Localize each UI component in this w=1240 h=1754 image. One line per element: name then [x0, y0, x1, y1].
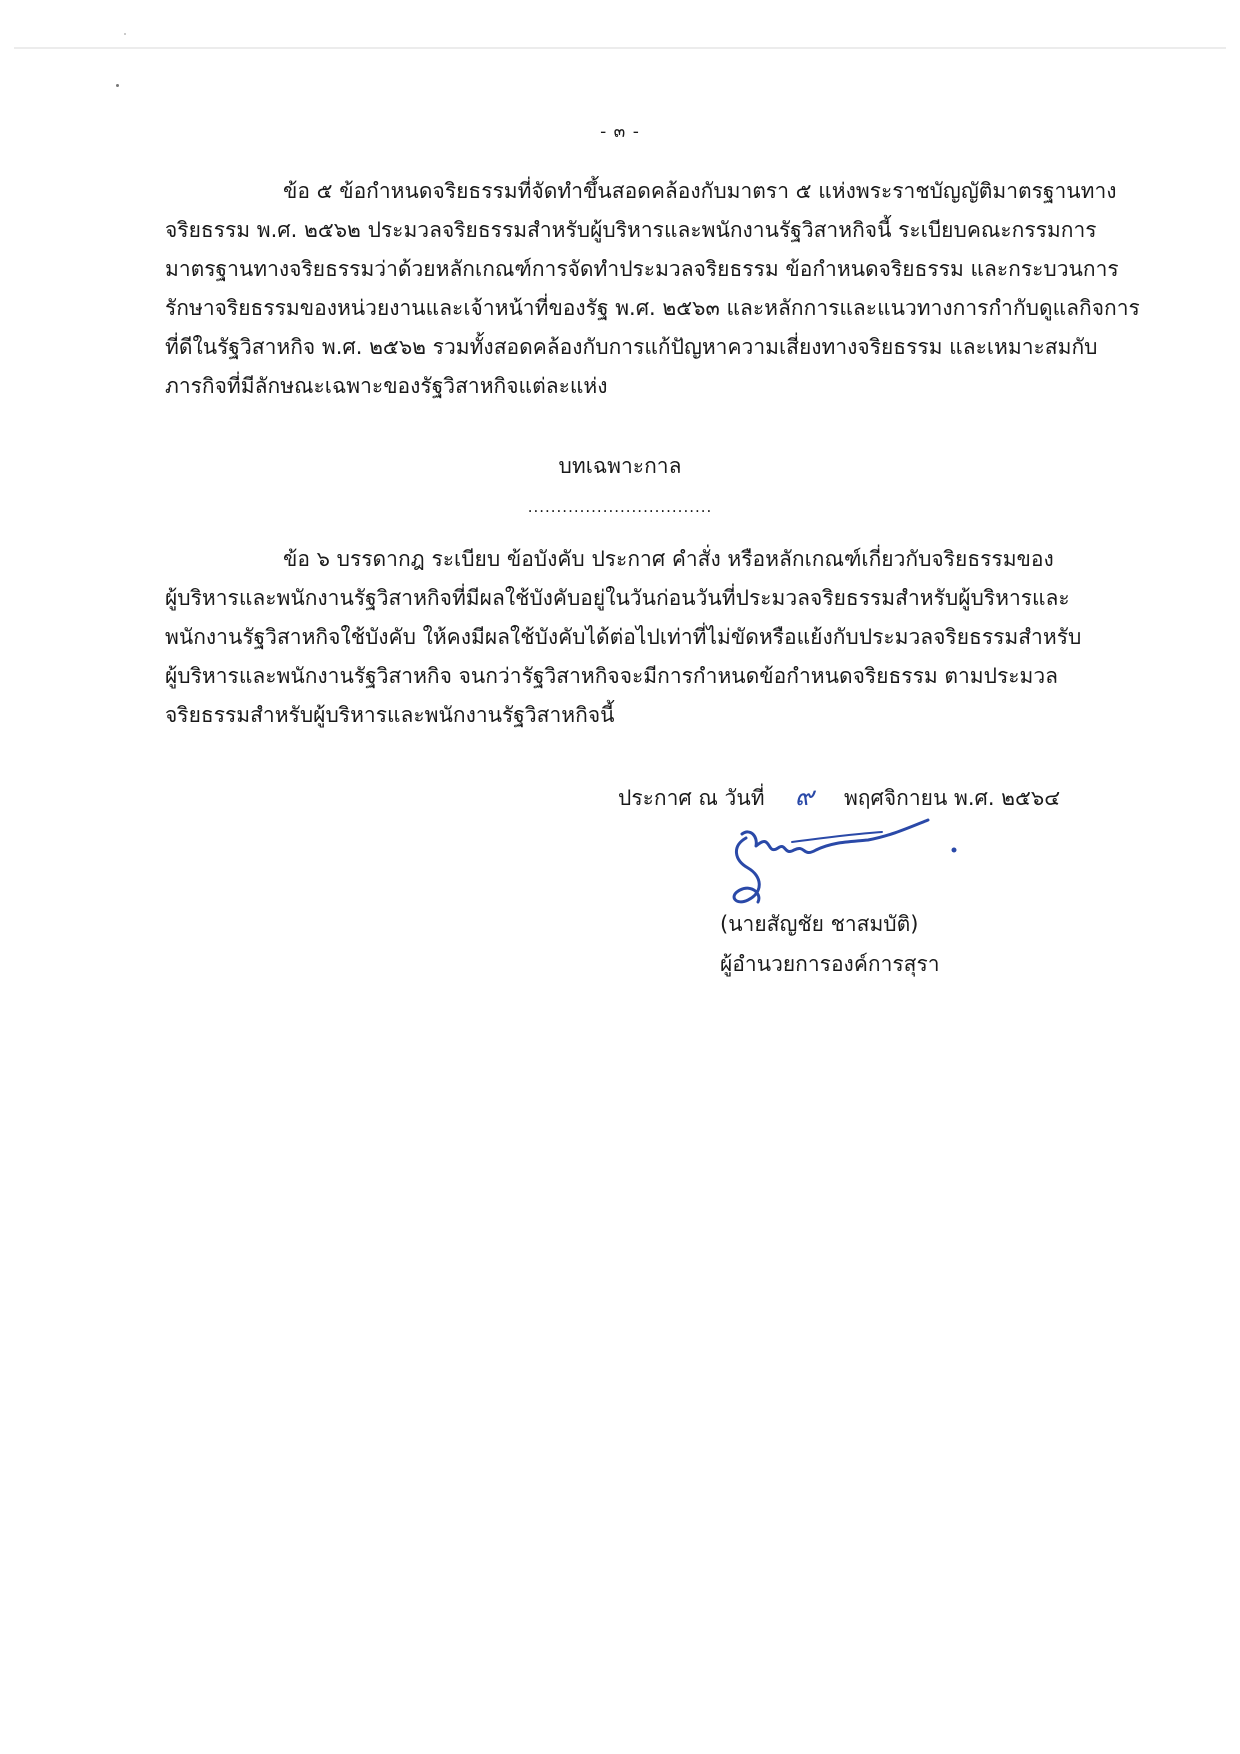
clause-5-line: ข้อ ๕ ข้อกำหนดจริยธรรมที่จัดทำขึ้นสอดคล้องกับมาตรา ๕ แห่งพระราชบัญญัติมาตรฐานทาง — [283, 179, 1117, 203]
clause-5-paragraph — [165, 172, 1140, 406]
transitional-provisions-heading: บทเฉพาะกาล — [558, 454, 682, 478]
clause-5-line: ที่ดีในรัฐวิสาหกิจ พ.ศ. ๒๕๖๒ รวมทั้งสอดคล้องกับการแก้ปัญหาความเสี่ยงทางจริยธรรม และเหมาะสมกับ — [165, 335, 1098, 359]
announcement-date — [618, 776, 1060, 817]
clause-5-line: รักษาจริยธรรมของหน่วยงานและเจ้าหน้าที่ของรัฐ พ.ศ. ๒๕๖๓ และหลักการและแนวทางการกำกับดูแลกิจการ — [165, 296, 1140, 320]
scan-speck — [116, 84, 119, 87]
clause-6-line: ผู้บริหารและพนักงานรัฐวิสาหกิจ จนกว่ารัฐวิสาหกิจจะมีการกำหนดข้อกำหนดจริยธรรม ตามประมวล — [165, 664, 1059, 688]
clause-5-line: มาตรฐานทางจริยธรรมว่าด้วยหลักเกณฑ์การจัดทำประมวลจริยธรรม ข้อกำหนดจริยธรรม และกระบวนการ — [165, 257, 1119, 281]
scan-top-edge — [14, 47, 1226, 49]
clause-6-line: พนักงานรัฐวิสาหกิจใช้บังคับ ให้คงมีผลใช้บังคับได้ต่อไปเท่าที่ไม่ขัดหรือแย้งกับประมวลจริยธรรมสำหรับ — [165, 625, 1082, 649]
page-number: - ๓ - — [600, 122, 640, 142]
clause-5-line: ภารกิจที่มีลักษณะเฉพาะของรัฐวิสาหกิจแต่ละแห่ง — [165, 374, 608, 398]
announcement-prefix: ประกาศ ณ วันที่ — [618, 786, 765, 810]
clause-6-paragraph — [165, 540, 1105, 735]
clause-6-line: จริยธรรมสำหรับผู้บริหารและพนักงานรัฐวิสาหกิจนี้ — [165, 703, 615, 727]
signer-title: ผู้อำนวยการองค์การสุรา — [720, 952, 940, 976]
clause-5-line: จริยธรรม พ.ศ. ๒๕๖๒ ประมวลจริยธรรมสำหรับผู้บริหารและพนักงานรัฐวิสาหกิจนี้ ระเบียบคณะกรรมการ — [165, 218, 1097, 242]
dotted-separator: ................................ — [527, 498, 713, 516]
handwritten-signature — [722, 812, 962, 908]
handwritten-day: ๙ — [794, 782, 814, 812]
announcement-month-year: พฤศจิกายน พ.ศ. ๒๕๖๔ — [843, 786, 1061, 810]
scan-speck — [124, 33, 126, 35]
signer-name: (นายสัญชัย ชาสมบัติ) — [720, 912, 919, 936]
clause-6-line: ข้อ ๖ บรรดากฎ ระเบียบ ข้อบังคับ ประกาศ คำสั่ง หรือหลักเกณฑ์เกี่ยวกับจริยธรรมของ — [283, 547, 1054, 571]
clause-6-line: ผู้บริหารและพนักงานรัฐวิสาหกิจที่มีผลใช้บังคับอยู่ในวันก่อนวันที่ประมวลจริยธรรมสำหรับผู้บริหารและ — [165, 586, 1070, 610]
